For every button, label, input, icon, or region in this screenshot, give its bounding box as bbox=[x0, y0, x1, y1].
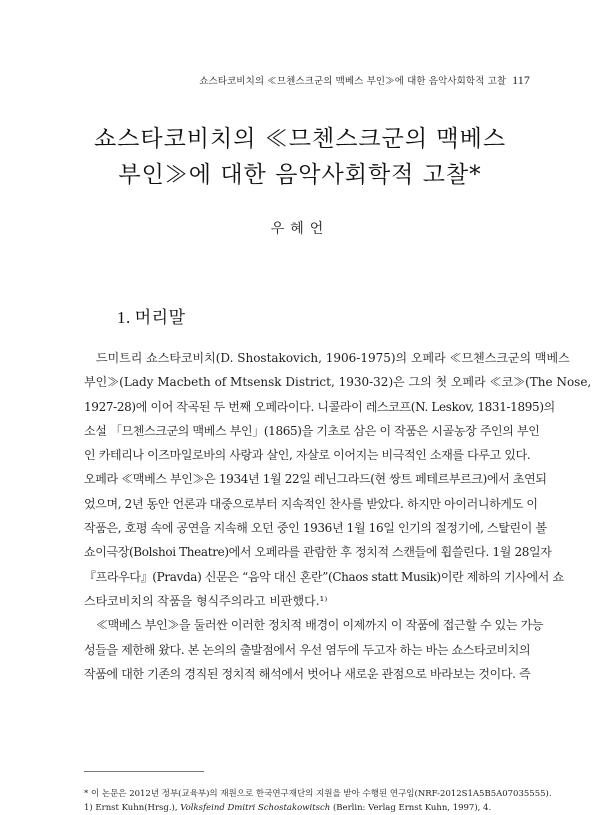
body-line: 드미트리 쇼스타코비치(D. Shostakovich, 1906-1975)의 오페라 ≪므첸스크군의 맥베스 bbox=[96, 351, 570, 365]
section-heading bbox=[117, 303, 186, 328]
body-line: 었으며, 2년 동안 언론과 대중으로부터 지속적인 찬사를 받았다. 하지만 아이러니하게도 이 bbox=[84, 496, 538, 511]
footnotes bbox=[84, 787, 552, 815]
article-title-line-2: 부인≫에 대한 음악사회학적 고찰* bbox=[118, 162, 482, 188]
body-line: 오페라 ≪맥베스 부인≫은 1934년 1월 22일 레닌그라드(현 쌍트 페테르부르크)에서 초연되 bbox=[84, 472, 547, 487]
body-line: 1927-28)에 이어 작곡된 두 번째 오페라이다. 니콜라이 레스코프(N. Leskov, 1831-1895)의 bbox=[84, 399, 555, 414]
body-line: 작품에 대한 기존의 경직된 정치적 해석에서 벗어나 새로운 관점으로 바라보는 것이다. 즉 bbox=[84, 666, 531, 681]
body-line: 쇼이극장(Bolshoi Theatre)에서 오페라를 관람한 후 정치적 스캔들에 휩쓸린다. 1월 28일자 bbox=[84, 545, 552, 560]
body-line: 성들을 제한해 왔다. 본 논의의 출발점에서 우선 염두에 두고자 하는 바는 쇼스타코비치의 bbox=[84, 642, 531, 657]
article-title bbox=[0, 121, 600, 193]
footnote-divider bbox=[84, 771, 204, 772]
running-header bbox=[199, 73, 530, 88]
body-line: ≪맥베스 부인≫을 둘러싼 이러한 정치적 배경이 이제까지 이 작품에 접근할 수 있는 가능 bbox=[96, 618, 544, 633]
section-number: 1. bbox=[117, 308, 131, 327]
body-text bbox=[84, 346, 592, 686]
body-line: 작품은, 호평 속에 공연을 지속해 오던 중인 1936년 1월 16일 인기의 절정기에, 스탈린이 볼 bbox=[84, 521, 547, 536]
body-line: 『프라우다』(Pravda) 신문은 “음악 대신 혼란”(Chaos statt Musik)이란 제하의 기사에서 쇼 bbox=[84, 569, 564, 584]
body-line: 부인≫(Lady Macbeth of Mtsensk District, 1930-32)은 그의 첫 오페라 ≪코≫(The Nose, bbox=[84, 375, 592, 390]
footnote-1 bbox=[84, 801, 524, 815]
running-header-title: 쇼스타코비치의 ≪므첸스크군의 맥베스 부인≫에 대한 음악사회학적 고찰 bbox=[199, 76, 507, 87]
footnote-funding: * 이 논문은 2012년 정부(교육부)의 재원으로 한국연구재단의 지원을 받아 수행된 연구임(NRF-2012S1A5B5A07035555). bbox=[84, 789, 552, 799]
footnote-1-suffix: (Berlin: Verlag Ernst Kuhn, 1997), 4. bbox=[330, 803, 492, 813]
footnote-1-prefix: 1) Ernst Kuhn(Hrsg.), bbox=[84, 803, 181, 813]
author-name: 우혜언 bbox=[270, 221, 330, 237]
article-title-line-1: 쇼스타코비치의 ≪므첸스크군의 맥베스 bbox=[93, 126, 507, 152]
body-line: 스타코비치의 작품을 형식주의라고 비판했다.¹⁾ bbox=[84, 593, 328, 608]
footnote-1-book-title: Volksfeind Dmitri Schostakowitsch bbox=[180, 803, 331, 813]
section-title: 머리말 bbox=[134, 308, 186, 328]
body-line: 인 카테리나 이즈마일로바의 사랑과 살인, 자살로 이어지는 비극적인 소재를 다루고 있다. bbox=[84, 448, 531, 463]
page-number: 117 bbox=[512, 73, 530, 87]
body-line: 소설 「므첸스크군의 맥베스 부인」(1865)을 기초로 삼은 이 작품은 시골농장 주인의 부인 bbox=[84, 423, 540, 438]
